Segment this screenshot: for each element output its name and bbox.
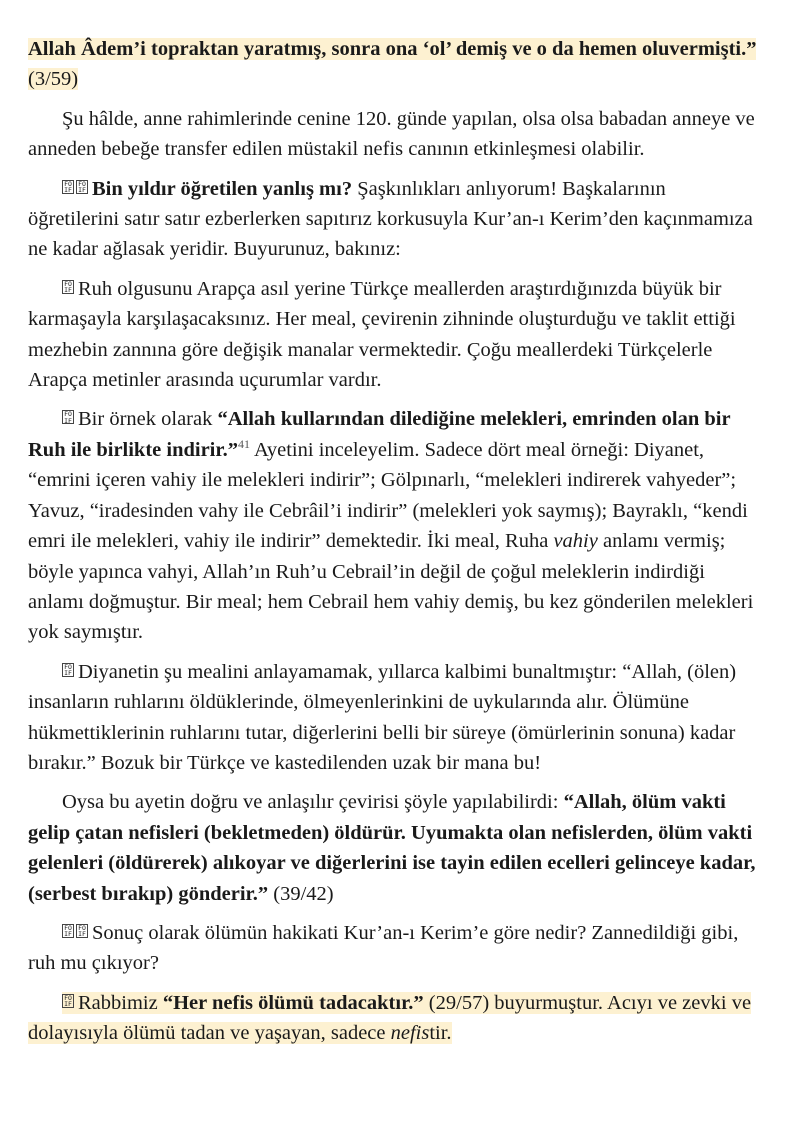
paragraph-text: Diyanetin şu mealini anlayamamak, yıllarca kalbimi bunaltmıştır: “Allah, (ölen) insanların ruhlarını öldüklerinde, ölmeyenlerinkini de uykularında alır. Ölümüne hükmettiklerinin ruhlarını tutar, diğerlerini belli bir süreye (ömürlerinin sonuna) kadar bırakır.” Bozuk bir Türkçe ve kastedilenden uzak bir mana bu! [28,660,737,774]
quote-bold: “Allah, ölüm vakti gelip çatan nefisleri (bekletmeden) öldürür. Uyumakta olan nefislerden, ölüm vakti gelenleri (öldürerek) alıkoyar ve diğerlerini ise tayin edilen ecelleri gelinceye kadar, (serbest bırakıp) gönderir.” [28,791,756,905]
document-icon: FO IF [62,180,74,194]
question-bold: Bin yıldır öğretilen yanlış mı? [92,177,353,200]
document-icon: FO IF [62,924,74,938]
paragraph-text: Oysa bu ayetin doğru ve anlaşılır çevirisi şöyle yapılabilirdi: [62,791,564,814]
paragraph-text: Sonuç olarak ölümün hakikati Kur’an-ı Kerim’e göre nedir? Zannedildiği gibi, ruh mu çıkıyor? [28,921,739,975]
paragraph-correct-translation [28,787,758,909]
paragraph-text: tir. [429,1022,452,1045]
quote-bold: “Allah kullarından dilediğine melekleri, emrinden olan bir Ruh ile birlikte indirir.” [28,408,731,461]
document-icon: FO IF [76,924,88,938]
paragraph-nefis-transfer [28,104,758,165]
highlight [28,38,756,90]
paragraph-meal-examples [28,404,758,647]
paragraph-text: Şu hâlde, anne rahimlerinde cenine 120. günde yapılan, olsa olsa babadan anneye ve anneden bebeğe transfer edilen müstakil nefis canının etkinleşmesi olabilir. [28,107,755,161]
paragraph-text: Rabbimiz [78,991,163,1014]
quote-bold: “Her nefis ölümü tadacaktır.” [162,991,424,1014]
paragraph-rabbimiz [28,988,758,1049]
paragraph-text: anlamı vermiş; böyle yapınca vahyi, Allah’ın Ruh’u Cebrail’in değil de çoğul meleklerin indirdiği anlamı doğmuştur. Bir meal; hem Cebrail hem vahiy demiş, bu kez gönderilen melekleri yok saymıştır. [28,530,754,644]
footnote-41[interactable]: 41 [237,437,250,452]
italic-word: nefis [390,1022,430,1045]
paragraph-ruh-concept [28,274,758,396]
highlight [28,992,751,1044]
verse-reference: (3/59) [28,68,79,91]
italic-word: vahiy [553,530,598,553]
paragraph-conclusion [28,918,758,979]
paragraph-text: Ayetini inceleyelim. Sadece dört meal örneği: Diyanet, “emrini içeren vahiy ile melekleri indirir”; Gölpınarlı, “melekleri indirerek vahyeder”; Yavuz, “iradesinden vahy ile Cebrâil’i indirir” (melekleri yok saymış); Bayraklı, “kendi emri ile melekleri, vahiy ile indirir” demektedir. İki meal, Ruha [28,438,748,553]
document-icon: FO IF [76,180,88,194]
verse-reference: (39/42) [268,882,334,905]
paragraph-text: (29/57) buyurmuştur. Acıyı ve zevki ve dolayısıyla ölümü tadan ve yaşayan, sadece [28,991,752,1045]
document-icon: FO IF [62,410,74,424]
paragraph-quote-3-59 [28,34,758,95]
paragraph-text: Bir örnek olarak [78,408,218,431]
paragraph-text: Ruh olgusunu Arapça asıl yerine Türkçe meallerden araştırdığınızda büyük bir karmaşayla karşılaşacaksınız. Her meal, çevirenin zihninde oluşturduğu ve taklit ettiği mezhebin zannına göre değişik manalar vermektedir. Çoğu meallerdeki Türkçelerle Arapça metinler arasında uçurumlar vardır. [28,277,736,392]
document-icon: FO IF [62,280,74,294]
document-icon: FO IF [62,663,74,677]
paragraph-wrong-teaching [28,174,758,265]
paragraph-text: Şaşkınlıkları anlıyorum! Başkalarının öğretilerini satır satır ezberlerken sapıtırız korkusuyla Kur’an-ı Kerim’den kaçınmamıza ne kadar ağlasak yeridir. Buyurunuz, bakınız: [28,177,753,261]
document-icon: FO IF [62,994,74,1008]
quote-bold: Allah Âdem’i topraktan yaratmış, sonra ona ‘ol’ demiş ve o da hemen oluvermişti.” [28,38,757,60]
paragraph-diyanet [28,657,758,779]
